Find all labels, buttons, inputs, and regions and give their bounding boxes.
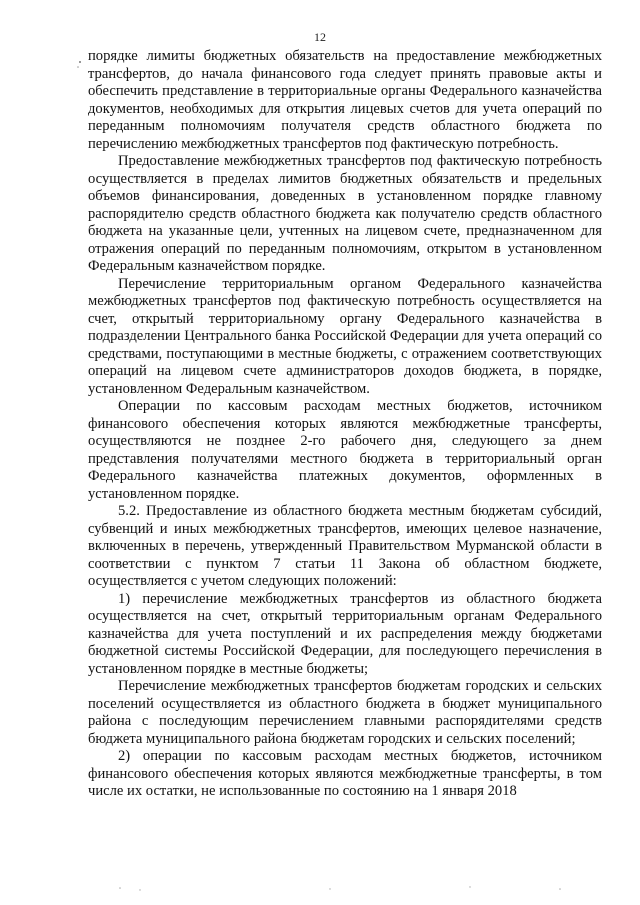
paragraph-section-5-2: 5.2. Предоставление из областного бюджета местным бюджетам субсидий, субвенций и иных межбюджетных трансфертов, имеющих целевое назначение, включенных в перечень, утвержденный Правительством Мурманской области в соответствии с пунктом 7 статьи 11 Закона об областном бюджете, осуществляется с учетом следующих положений:	[88, 503, 602, 589]
page-number: 12	[314, 30, 326, 44]
paragraph: Предоставление межбюджетных трансфертов под фактическую потребность осуществляется в пределах лимитов бюджетных обязательств и предельных объемов финансирования, доведенных в установленном порядке главному распорядителю средств областного бюджета как получателю средств областного бюджета на указанные цели, учтенных на лицевом счете, предназначенном для отражения операций по переданным полномочиям, открытом в установленном Федеральным казначейством порядке.	[88, 153, 602, 274]
paragraph-continuation: порядке лимиты бюджетных обязательств на предоставление межбюджетных трансфертов, до начала финансового года следует принять правовые акты и обеспечить представление в территориальные органы Федерального казначейства документов, необходимых для открытия лицевых счетов для учета операций по переданным полномочиям получателя средств областного бюджета по перечислению межбюджетных трансфертов под фактическую потребность.	[88, 48, 602, 152]
paragraph: Перечисление территориальным органом Федерального казначейства межбюджетных трансфертов под фактическую потребность осуществляется на счет, открытый территориальному органу Федерального казначейства в подразделении Центрального банка Российской Федерации для учета операций со средствами, поступающими в местные бюджеты, с отражением соответствующих операций на лицевом счете администраторов доходов бюджета, в порядке, установленном Федеральным казначейством.	[88, 275, 602, 397]
paragraph: Операции по кассовым расходам местных бюджетов, источником финансового обеспечения которых являются межбюджетные трансферты, осуществляются не позднее 2-го рабочего дня, следующего за днем представления получателями местного бюджета в территориальный орган Федерального казначейства платежных документов, оформленных в установленном порядке.	[88, 398, 602, 502]
paragraph: Перечисление межбюджетных трансфертов бюджетам городских и сельских поселений осуществляется из областного бюджета в бюджет муниципального района с последующим перечислением главными распорядителями средств бюджета муниципального района бюджетам городских и сельских поселений;	[88, 678, 602, 747]
paragraph-item-2: 2) операции по кассовым расходам местных бюджетов, источником финансового обеспечения которых являются межбюджетные трансферты, в том числе их остатки, не использованные по состоянию на 1 января 2018	[88, 748, 602, 799]
paragraph-item-1: 1) перечисление межбюджетных трансфертов из областного бюджета осуществляется на счет, открытый территориальным органам Федерального казначейства для учета поступлений и их распределения между бюджетами бюджетной системы Российской Федерации, для последующего перечисления в установленном порядке в местные бюджеты;	[88, 590, 602, 677]
document-body	[88, 48, 602, 801]
